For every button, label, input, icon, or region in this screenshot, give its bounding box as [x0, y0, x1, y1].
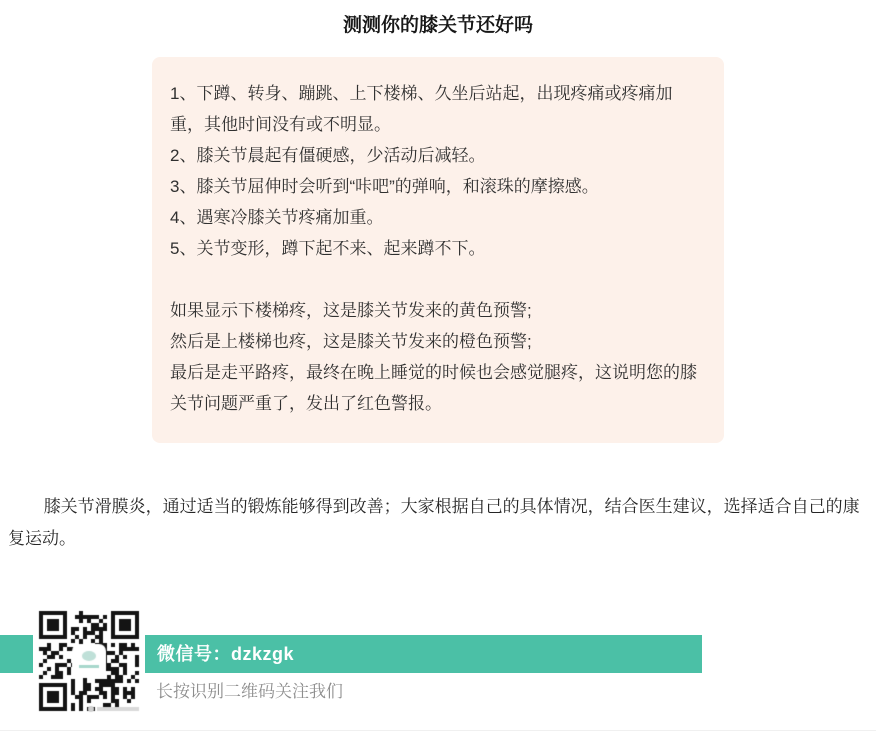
- list-item: 如果显示下楼梯疼，这是膝关节发来的黄色预警;: [170, 301, 532, 320]
- list-item: 1、下蹲、转身、蹦跳、上下楼梯、久坐后站起，出现疼痛或疼痛加重，其他时间没有或不明显。: [170, 84, 673, 134]
- follow-caption: 长按识别二维码关注我们: [156, 682, 343, 701]
- list-item: 然后是上楼梯也疼，这是膝关节发来的橙色预警;: [170, 332, 532, 351]
- article-page: [0, 13, 876, 731]
- footer-follow-section: [0, 605, 876, 730]
- list-item: 最后是走平路疼，最终在晚上睡觉的时候也会感觉腿疼，这说明您的膝关节问题严重了，发出了红色警报。: [170, 363, 697, 413]
- list-item: 2、膝关节晨起有僵硬感，少活动后减轻。: [170, 146, 486, 165]
- list-item: 4、遇寒冷膝关节疼痛加重。: [170, 208, 384, 227]
- list-item: 5、关节变形，蹲下起不来、起来蹲不下。: [170, 239, 486, 258]
- advice-paragraph: 膝关节滑膜炎，通过适当的锻炼能够得到改善；大家根据自己的具体情况，结合医生建议，选择适合自己的康复运动。: [8, 497, 860, 548]
- quiz-box: [152, 57, 724, 443]
- qr-code-icon[interactable]: [33, 605, 145, 717]
- list-item: 3、膝关节屈伸时会听到“咔吧”的弹响，和滚珠的摩擦感。: [170, 177, 599, 196]
- page-title: 测测你的膝关节还好吗: [342, 15, 533, 36]
- blank-line: [170, 264, 706, 295]
- quiz-symptom-list: [170, 78, 706, 264]
- wechat-id-label: 微信号：dzkzgk: [157, 644, 295, 664]
- quiz-warning-list: [170, 295, 706, 419]
